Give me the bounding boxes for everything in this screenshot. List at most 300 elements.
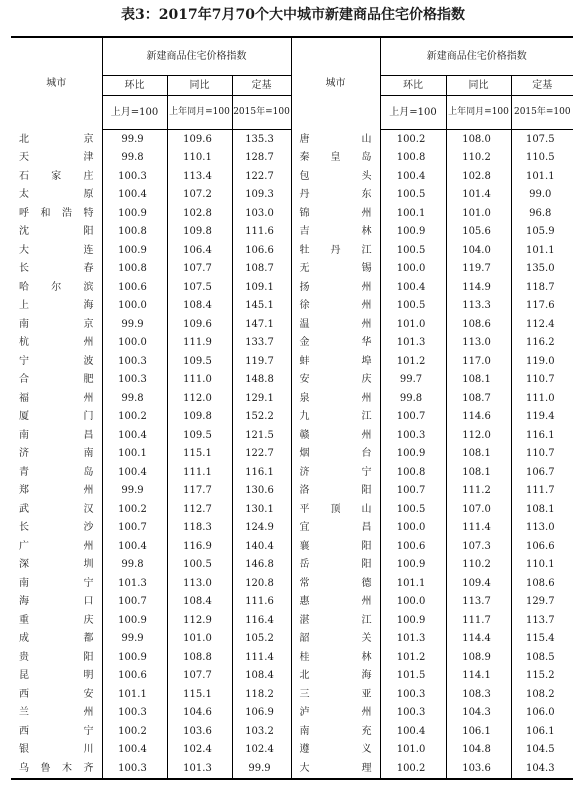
right-base-cell: 101.1 bbox=[511, 241, 573, 260]
right-base-cell: 116.2 bbox=[511, 334, 573, 353]
left-city-cell: 兰州 bbox=[19, 707, 94, 719]
table-row bbox=[11, 685, 573, 704]
left-mom-cell: 100.3 bbox=[102, 167, 167, 186]
left-city-cell: 南昌 bbox=[19, 429, 94, 441]
right-mom-cell: 101.3 bbox=[380, 334, 446, 353]
left-city-cell: 西宁 bbox=[19, 725, 94, 737]
right-yoy-cell: 114.4 bbox=[446, 630, 511, 649]
right-city-cell: 秦皇岛 bbox=[291, 149, 380, 168]
left-yoy-cell: 111.9 bbox=[167, 334, 232, 353]
left-city-cell: 天津 bbox=[19, 152, 94, 164]
right-mom-cell: 100.9 bbox=[380, 611, 446, 630]
left-city-cell: 昆明 bbox=[19, 670, 94, 682]
right-mom-cell: 100.9 bbox=[380, 556, 446, 575]
right-mom-cell: 101.2 bbox=[380, 648, 446, 667]
right-yoy-cell: 109.4 bbox=[446, 574, 511, 593]
left-yoy-cell: 106.4 bbox=[167, 241, 232, 260]
table-row bbox=[11, 149, 573, 168]
left-base-cell: 109.1 bbox=[232, 278, 291, 297]
right-city-cell: 宜昌 bbox=[291, 519, 380, 538]
right-base-cell: 108.1 bbox=[511, 500, 573, 519]
left-mom-cell: 100.4 bbox=[102, 463, 167, 482]
right-base-cell: 115.4 bbox=[511, 630, 573, 649]
right-yoy-cell: 110.2 bbox=[446, 556, 511, 575]
table-row bbox=[11, 648, 573, 667]
table-row bbox=[11, 593, 573, 612]
yoy-header-left: 同比 bbox=[167, 76, 232, 96]
city-header-right: 城市 bbox=[291, 37, 380, 130]
right-city-cell: 泸州 bbox=[291, 704, 380, 723]
right-yoy-cell: 108.0 bbox=[446, 130, 511, 149]
left-yoy-cell: 101.0 bbox=[167, 630, 232, 649]
left-base-cell: 102.4 bbox=[232, 741, 291, 760]
left-mom-cell: 101.1 bbox=[102, 685, 167, 704]
left-mom-cell: 100.6 bbox=[102, 667, 167, 686]
left-yoy-cell: 102.8 bbox=[167, 204, 232, 223]
right-yoy-cell: 113.7 bbox=[446, 593, 511, 612]
right-city-cell: 丹东 bbox=[291, 186, 380, 205]
table-row bbox=[11, 741, 573, 760]
left-city-cell: 杭州 bbox=[19, 337, 94, 349]
left-yoy-cell: 107.7 bbox=[167, 260, 232, 279]
table-row bbox=[11, 611, 573, 630]
left-mom-cell: 99.9 bbox=[102, 130, 167, 149]
left-yoy-cell: 109.8 bbox=[167, 223, 232, 242]
right-mom-cell: 100.4 bbox=[380, 167, 446, 186]
right-yoy-cell: 111.4 bbox=[446, 519, 511, 538]
table-row bbox=[11, 426, 573, 445]
left-yoy-cell: 111.0 bbox=[167, 371, 232, 390]
left-base-cell: 111.4 bbox=[232, 648, 291, 667]
left-yoy-cell: 111.1 bbox=[167, 463, 232, 482]
left-yoy-cell: 113.0 bbox=[167, 574, 232, 593]
right-mom-cell: 101.3 bbox=[380, 630, 446, 649]
left-base-cell: 121.5 bbox=[232, 426, 291, 445]
right-base-cell: 118.7 bbox=[511, 278, 573, 297]
right-base-cell: 111.7 bbox=[511, 482, 573, 501]
right-city-cell: 岳阳 bbox=[291, 556, 380, 575]
right-city-cell: 温州 bbox=[291, 315, 380, 334]
right-mom-cell: 100.0 bbox=[380, 519, 446, 538]
left-mom-cell: 100.3 bbox=[102, 759, 167, 779]
table-row bbox=[11, 408, 573, 427]
left-city-cell: 长沙 bbox=[19, 522, 94, 534]
right-yoy-cell: 111.7 bbox=[446, 611, 511, 630]
left-mom-cell: 100.4 bbox=[102, 186, 167, 205]
price-index-table bbox=[11, 36, 573, 780]
left-city-cell: 重庆 bbox=[19, 614, 94, 626]
left-city-cell: 长春 bbox=[19, 263, 94, 275]
base-subheader-left: 2015年=100 bbox=[232, 96, 291, 130]
left-yoy-cell: 110.1 bbox=[167, 149, 232, 168]
left-mom-cell: 100.6 bbox=[102, 278, 167, 297]
left-yoy-cell: 108.8 bbox=[167, 648, 232, 667]
left-base-cell: 99.9 bbox=[232, 759, 291, 779]
left-base-cell: 129.1 bbox=[232, 389, 291, 408]
left-city-cell: 合肥 bbox=[19, 374, 94, 386]
right-base-cell: 106.6 bbox=[511, 537, 573, 556]
left-yoy-cell: 108.4 bbox=[167, 297, 232, 316]
mom-header-right: 环比 bbox=[380, 76, 446, 96]
right-yoy-cell: 114.9 bbox=[446, 278, 511, 297]
right-city-cell: 大理 bbox=[291, 759, 380, 779]
right-city-cell: 金华 bbox=[291, 334, 380, 353]
right-yoy-cell: 102.8 bbox=[446, 167, 511, 186]
right-base-cell: 110.7 bbox=[511, 445, 573, 464]
left-yoy-cell: 108.4 bbox=[167, 593, 232, 612]
right-yoy-cell: 119.7 bbox=[446, 260, 511, 279]
right-yoy-cell: 108.6 bbox=[446, 315, 511, 334]
right-mom-cell: 100.1 bbox=[380, 204, 446, 223]
left-base-cell: 140.4 bbox=[232, 537, 291, 556]
right-yoy-cell: 110.2 bbox=[446, 149, 511, 168]
left-mom-cell: 99.9 bbox=[102, 630, 167, 649]
right-mom-cell: 100.3 bbox=[380, 685, 446, 704]
table-row bbox=[11, 204, 573, 223]
left-city-cell: 乌鲁木齐 bbox=[11, 759, 102, 779]
right-mom-cell: 100.2 bbox=[380, 759, 446, 779]
right-city-cell: 湛江 bbox=[291, 611, 380, 630]
right-yoy-cell: 111.2 bbox=[446, 482, 511, 501]
table-row bbox=[11, 297, 573, 316]
left-city-cell: 深圳 bbox=[19, 559, 94, 571]
right-yoy-cell: 113.0 bbox=[446, 334, 511, 353]
right-city-cell: 平顶山 bbox=[291, 500, 380, 519]
left-mom-cell: 100.2 bbox=[102, 722, 167, 741]
base-header-left: 定基 bbox=[232, 76, 291, 96]
left-yoy-cell: 107.5 bbox=[167, 278, 232, 297]
left-base-cell: 111.6 bbox=[232, 223, 291, 242]
table-row bbox=[11, 334, 573, 353]
right-city-cell: 蚌埠 bbox=[291, 352, 380, 371]
left-base-cell: 106.6 bbox=[232, 241, 291, 260]
left-yoy-cell: 112.7 bbox=[167, 500, 232, 519]
left-base-cell: 130.6 bbox=[232, 482, 291, 501]
left-base-cell: 135.3 bbox=[232, 130, 291, 149]
table-title: 表3：2017年7月70个大中城市新建商品住宅价格指数 bbox=[121, 7, 465, 23]
left-city-cell: 成都 bbox=[19, 633, 94, 645]
right-base-cell: 113.0 bbox=[511, 519, 573, 538]
left-yoy-cell: 102.4 bbox=[167, 741, 232, 760]
right-yoy-cell: 104.0 bbox=[446, 241, 511, 260]
right-mom-cell: 100.3 bbox=[380, 704, 446, 723]
left-mom-cell: 100.8 bbox=[102, 260, 167, 279]
left-base-cell: 105.2 bbox=[232, 630, 291, 649]
table-row bbox=[11, 704, 573, 723]
left-mom-cell: 100.7 bbox=[102, 593, 167, 612]
right-base-cell: 135.0 bbox=[511, 260, 573, 279]
right-yoy-cell: 101.4 bbox=[446, 186, 511, 205]
right-yoy-cell: 107.0 bbox=[446, 500, 511, 519]
right-mom-cell: 100.8 bbox=[380, 463, 446, 482]
table-row bbox=[11, 389, 573, 408]
left-base-cell: 109.3 bbox=[232, 186, 291, 205]
yoy-header-right: 同比 bbox=[446, 76, 511, 96]
right-base-cell: 105.9 bbox=[511, 223, 573, 242]
right-base-cell: 108.5 bbox=[511, 648, 573, 667]
left-base-cell: 148.8 bbox=[232, 371, 291, 390]
left-city-cell: 广州 bbox=[19, 540, 94, 552]
left-yoy-cell: 117.7 bbox=[167, 482, 232, 501]
left-mom-cell: 100.0 bbox=[102, 334, 167, 353]
left-mom-cell: 100.4 bbox=[102, 537, 167, 556]
left-base-cell: 133.7 bbox=[232, 334, 291, 353]
table-row bbox=[11, 315, 573, 334]
left-yoy-cell: 112.0 bbox=[167, 389, 232, 408]
city-header-left: 城市 bbox=[11, 37, 102, 130]
left-city-cell: 南宁 bbox=[19, 577, 94, 589]
left-mom-cell: 100.3 bbox=[102, 352, 167, 371]
left-yoy-cell: 107.2 bbox=[167, 186, 232, 205]
right-base-cell: 115.2 bbox=[511, 667, 573, 686]
left-base-cell: 147.1 bbox=[232, 315, 291, 334]
left-mom-cell: 101.3 bbox=[102, 574, 167, 593]
right-base-cell: 113.7 bbox=[511, 611, 573, 630]
right-city-cell: 锦州 bbox=[291, 204, 380, 223]
right-city-cell: 泉州 bbox=[291, 389, 380, 408]
left-yoy-cell: 115.1 bbox=[167, 445, 232, 464]
right-base-cell: 117.6 bbox=[511, 297, 573, 316]
base-subheader-right: 2015年=100 bbox=[511, 96, 573, 130]
left-city-cell: 海口 bbox=[19, 596, 94, 608]
right-base-cell: 112.4 bbox=[511, 315, 573, 334]
right-base-cell: 110.7 bbox=[511, 371, 573, 390]
yoy-subheader-left: 上年同月=100 bbox=[167, 96, 232, 130]
left-mom-cell: 100.9 bbox=[102, 241, 167, 260]
right-mom-cell: 100.4 bbox=[380, 722, 446, 741]
right-mom-cell: 100.9 bbox=[380, 223, 446, 242]
right-mom-cell: 100.6 bbox=[380, 537, 446, 556]
left-base-cell: 122.7 bbox=[232, 167, 291, 186]
left-mom-cell: 99.8 bbox=[102, 389, 167, 408]
right-base-cell: 108.6 bbox=[511, 574, 573, 593]
left-yoy-cell: 116.9 bbox=[167, 537, 232, 556]
right-mom-cell: 100.5 bbox=[380, 500, 446, 519]
right-mom-cell: 100.5 bbox=[380, 186, 446, 205]
left-mom-cell: 100.8 bbox=[102, 223, 167, 242]
right-yoy-cell: 103.6 bbox=[446, 759, 511, 779]
left-yoy-cell: 100.5 bbox=[167, 556, 232, 575]
left-base-cell: 111.6 bbox=[232, 593, 291, 612]
left-yoy-cell: 109.6 bbox=[167, 130, 232, 149]
right-mom-cell: 100.5 bbox=[380, 241, 446, 260]
left-city-cell: 哈尔滨 bbox=[19, 281, 94, 293]
right-base-cell: 111.0 bbox=[511, 389, 573, 408]
right-city-cell: 北海 bbox=[291, 667, 380, 686]
left-mom-cell: 99.8 bbox=[102, 556, 167, 575]
table-row bbox=[11, 537, 573, 556]
table-row bbox=[11, 130, 573, 149]
left-mom-cell: 100.1 bbox=[102, 445, 167, 464]
right-city-cell: 韶关 bbox=[291, 630, 380, 649]
left-base-cell: 120.8 bbox=[232, 574, 291, 593]
right-city-cell: 遵义 bbox=[291, 741, 380, 760]
right-city-cell: 惠州 bbox=[291, 593, 380, 612]
table-row bbox=[11, 186, 573, 205]
right-city-cell: 常德 bbox=[291, 574, 380, 593]
right-yoy-cell: 117.0 bbox=[446, 352, 511, 371]
right-yoy-cell: 114.1 bbox=[446, 667, 511, 686]
left-city-cell: 宁波 bbox=[19, 355, 94, 367]
left-mom-cell: 100.4 bbox=[102, 426, 167, 445]
left-base-cell: 122.7 bbox=[232, 445, 291, 464]
right-base-cell: 106.1 bbox=[511, 722, 573, 741]
yoy-subheader-right: 上年同月=100 bbox=[446, 96, 511, 130]
right-yoy-cell: 106.1 bbox=[446, 722, 511, 741]
right-mom-cell: 101.0 bbox=[380, 315, 446, 334]
right-city-cell: 徐州 bbox=[291, 297, 380, 316]
right-yoy-cell: 112.0 bbox=[446, 426, 511, 445]
right-mom-cell: 101.5 bbox=[380, 667, 446, 686]
left-city-cell: 西安 bbox=[19, 688, 94, 700]
left-base-cell: 116.1 bbox=[232, 463, 291, 482]
right-base-cell: 110.5 bbox=[511, 149, 573, 168]
left-city-cell: 南京 bbox=[19, 318, 94, 330]
table-row bbox=[11, 482, 573, 501]
right-city-cell: 济宁 bbox=[291, 463, 380, 482]
left-yoy-cell: 101.3 bbox=[167, 759, 232, 779]
right-base-cell: 116.1 bbox=[511, 426, 573, 445]
right-city-cell: 赣州 bbox=[291, 426, 380, 445]
table-row bbox=[11, 260, 573, 279]
right-mom-cell: 100.7 bbox=[380, 408, 446, 427]
base-header-right: 定基 bbox=[511, 76, 573, 96]
right-mom-cell: 100.2 bbox=[380, 130, 446, 149]
left-city-cell: 大连 bbox=[19, 244, 94, 256]
right-mom-cell: 99.8 bbox=[380, 389, 446, 408]
left-mom-cell: 100.2 bbox=[102, 500, 167, 519]
right-base-cell: 96.8 bbox=[511, 204, 573, 223]
left-mom-cell: 100.0 bbox=[102, 297, 167, 316]
right-city-cell: 安庆 bbox=[291, 371, 380, 390]
right-city-cell: 吉林 bbox=[291, 223, 380, 242]
right-city-cell: 包头 bbox=[291, 167, 380, 186]
right-yoy-cell: 114.6 bbox=[446, 408, 511, 427]
right-mom-cell: 100.0 bbox=[380, 260, 446, 279]
right-mom-cell: 100.3 bbox=[380, 426, 446, 445]
left-yoy-cell: 104.6 bbox=[167, 704, 232, 723]
mom-subheader-right: 上月=100 bbox=[380, 96, 446, 130]
right-mom-cell: 101.0 bbox=[380, 741, 446, 760]
group-header-left: 新建商品住宅价格指数 bbox=[102, 37, 291, 76]
left-city-cell: 福州 bbox=[19, 392, 94, 404]
right-base-cell: 101.1 bbox=[511, 167, 573, 186]
right-mom-cell: 100.0 bbox=[380, 593, 446, 612]
table-row bbox=[11, 500, 573, 519]
right-yoy-cell: 108.9 bbox=[446, 648, 511, 667]
left-yoy-cell: 112.9 bbox=[167, 611, 232, 630]
right-mom-cell: 100.5 bbox=[380, 297, 446, 316]
left-base-cell: 108.4 bbox=[232, 667, 291, 686]
left-base-cell: 146.8 bbox=[232, 556, 291, 575]
mom-subheader-left: 上月=100 bbox=[102, 96, 167, 130]
left-yoy-cell: 113.4 bbox=[167, 167, 232, 186]
left-city-cell: 郑州 bbox=[19, 485, 94, 497]
table-row bbox=[11, 241, 573, 260]
table-row bbox=[11, 352, 573, 371]
left-yoy-cell: 109.5 bbox=[167, 426, 232, 445]
left-base-cell: 152.2 bbox=[232, 408, 291, 427]
right-yoy-cell: 108.3 bbox=[446, 685, 511, 704]
right-city-cell: 洛阳 bbox=[291, 482, 380, 501]
left-base-cell: 106.9 bbox=[232, 704, 291, 723]
right-mom-cell: 100.4 bbox=[380, 278, 446, 297]
right-base-cell: 119.0 bbox=[511, 352, 573, 371]
table-row bbox=[11, 445, 573, 464]
left-mom-cell: 99.9 bbox=[102, 315, 167, 334]
table-row bbox=[11, 574, 573, 593]
left-base-cell: 119.7 bbox=[232, 352, 291, 371]
left-city-cell: 青岛 bbox=[19, 466, 94, 478]
left-city-cell: 沈阳 bbox=[19, 226, 94, 238]
table-row bbox=[11, 371, 573, 390]
table-row bbox=[11, 667, 573, 686]
left-city-cell: 北京 bbox=[19, 133, 94, 145]
left-city-cell: 贵阳 bbox=[19, 651, 94, 663]
left-city-cell: 太原 bbox=[19, 189, 94, 201]
right-city-cell: 扬州 bbox=[291, 278, 380, 297]
left-base-cell: 103.2 bbox=[232, 722, 291, 741]
left-base-cell: 118.2 bbox=[232, 685, 291, 704]
table-row bbox=[11, 556, 573, 575]
right-base-cell: 119.4 bbox=[511, 408, 573, 427]
right-city-cell: 襄阳 bbox=[291, 537, 380, 556]
table-row bbox=[11, 167, 573, 186]
left-mom-cell: 100.4 bbox=[102, 741, 167, 760]
left-city-cell: 济南 bbox=[19, 448, 94, 460]
right-base-cell: 106.7 bbox=[511, 463, 573, 482]
right-base-cell: 107.5 bbox=[511, 130, 573, 149]
left-mom-cell: 99.8 bbox=[102, 149, 167, 168]
table-row bbox=[11, 630, 573, 649]
left-mom-cell: 100.3 bbox=[102, 704, 167, 723]
left-city-cell: 石家庄 bbox=[19, 170, 94, 182]
right-mom-cell: 100.8 bbox=[380, 149, 446, 168]
right-base-cell: 104.5 bbox=[511, 741, 573, 760]
right-yoy-cell: 108.1 bbox=[446, 463, 511, 482]
table-row bbox=[11, 278, 573, 297]
table-row bbox=[11, 223, 573, 242]
right-yoy-cell: 108.1 bbox=[446, 445, 511, 464]
left-city-cell: 武汉 bbox=[19, 503, 94, 515]
right-yoy-cell: 104.8 bbox=[446, 741, 511, 760]
left-city-cell: 上海 bbox=[19, 300, 94, 312]
left-yoy-cell: 103.6 bbox=[167, 722, 232, 741]
left-base-cell: 103.0 bbox=[232, 204, 291, 223]
right-yoy-cell: 113.3 bbox=[446, 297, 511, 316]
right-city-cell: 烟台 bbox=[291, 445, 380, 464]
right-base-cell: 106.0 bbox=[511, 704, 573, 723]
table-row bbox=[11, 722, 573, 741]
left-mom-cell: 100.9 bbox=[102, 204, 167, 223]
left-mom-cell: 99.9 bbox=[102, 482, 167, 501]
left-mom-cell: 100.9 bbox=[102, 611, 167, 630]
left-mom-cell: 100.2 bbox=[102, 408, 167, 427]
left-yoy-cell: 109.6 bbox=[167, 315, 232, 334]
table-row bbox=[11, 519, 573, 538]
left-yoy-cell: 115.1 bbox=[167, 685, 232, 704]
left-mom-cell: 100.3 bbox=[102, 371, 167, 390]
right-mom-cell: 99.7 bbox=[380, 371, 446, 390]
left-base-cell: 116.4 bbox=[232, 611, 291, 630]
right-city-cell: 三亚 bbox=[291, 685, 380, 704]
right-base-cell: 99.0 bbox=[511, 186, 573, 205]
left-city-cell: 厦门 bbox=[19, 411, 94, 423]
left-yoy-cell: 109.8 bbox=[167, 408, 232, 427]
table-row bbox=[11, 759, 573, 779]
left-yoy-cell: 107.7 bbox=[167, 667, 232, 686]
left-mom-cell: 100.9 bbox=[102, 648, 167, 667]
